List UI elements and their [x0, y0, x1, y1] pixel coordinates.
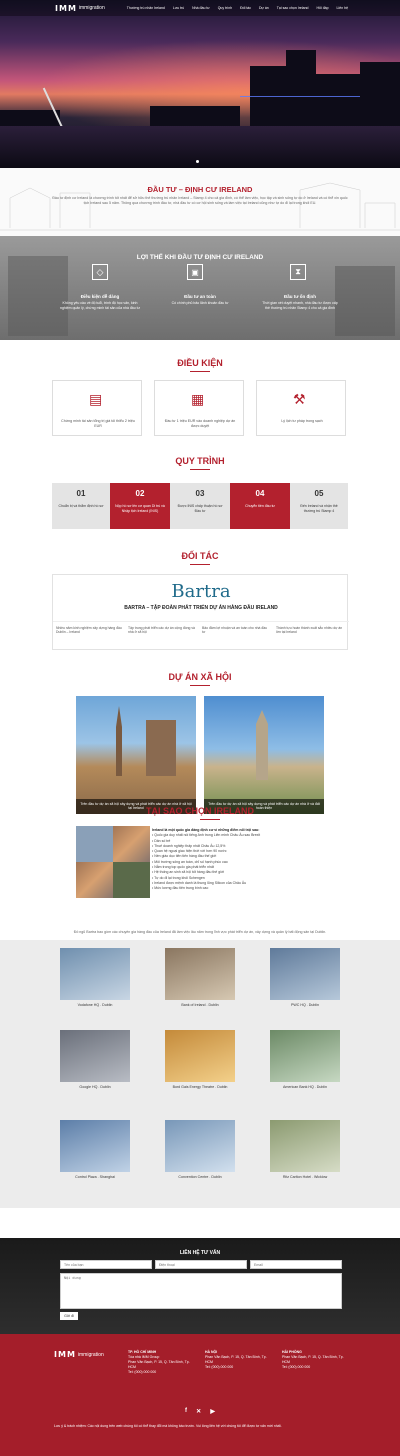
gavel-icon: ⚒	[293, 391, 306, 407]
gallery-intro: Đô ngũ Bartra bao gồm các chuyên gia hàng đầu của Ireland đã làm việc lâu năm trong lĩnh vực phát triển dự án, xây dựng và quản lý bất động sản tại Dublin.	[73, 930, 327, 934]
nav-links	[127, 6, 348, 10]
process-step	[52, 483, 110, 529]
benefit-text: Có chính phủ bảo lãnh khoản đầu tư	[171, 301, 229, 305]
nav-item[interactable]: Thường trú nhân Ireland	[126, 6, 165, 10]
partner-column: Bảo đảm lợi nhuận và an toàn cho nhà đầu tư	[202, 626, 267, 635]
ireland-collage	[76, 826, 150, 898]
condition-card	[256, 380, 346, 436]
title-underline	[190, 371, 210, 372]
gallery-image	[270, 948, 340, 1000]
gallery-caption: Bord Gais Energy Theatre . Dublin	[172, 1085, 228, 1089]
gallery-caption: Ritz Carlton Hotel . Wicklow	[282, 1175, 328, 1179]
project-caption: Trên đầu tư dự án xã hội xây dựng và phát triển các dự án nhà ở xã hội tại Ireland	[76, 799, 196, 814]
logo-text: immigration	[77, 1351, 104, 1358]
bartra-logo: Bartra	[171, 581, 231, 602]
process-step	[230, 483, 290, 529]
step-text: Chuyển tiền đầu tư	[245, 504, 275, 508]
nav-item[interactable]: Hỏi đáp	[316, 6, 329, 10]
gallery-image	[270, 1030, 340, 1082]
money-icon: ▤	[89, 391, 103, 407]
process-step	[170, 483, 230, 529]
step-number: 02	[135, 489, 145, 498]
office-line: Phan Văn Bạch, P. 15, Q. Tân Bình, Tp. HCM	[282, 1355, 344, 1364]
hero-banner	[0, 0, 400, 168]
partner-column: Thành tựu hoàn thành xuất sắc nhiều dự án lớn tại Ireland	[276, 626, 343, 635]
gallery-image	[60, 1030, 130, 1082]
gallery-item[interactable]	[165, 948, 235, 1007]
youtube-icon[interactable]: ▶	[210, 1409, 215, 1415]
gallery-item[interactable]	[165, 1030, 235, 1089]
nav-item[interactable]: Dự án	[259, 6, 269, 10]
gallery-caption: Control Plaza . Shanghai	[75, 1175, 115, 1179]
why-bullet: • Môi trường sống an toàn, chỉ số hạnh phúc cao	[152, 859, 228, 864]
office-title: TP. HỒ CHÍ MINH	[128, 1350, 157, 1354]
step-text: Chuẩn bị và thẩm định hồ sơ	[58, 504, 104, 508]
why-bullet: • Quốc gia duy nhất nói tiếng Anh trong Liên minh Châu Âu sau Brexit	[152, 833, 261, 838]
nav-item[interactable]: Liên hệ	[336, 6, 349, 10]
project-photo[interactable]	[204, 696, 324, 814]
why-bullet: • Quan hệ ngoại giao hiện thời với hơn 90 nước	[152, 849, 227, 854]
building-icon: ▦	[191, 391, 205, 407]
nav-item[interactable]: Đối tác	[240, 6, 251, 10]
benefit-title: Điều kiện dễ dàng	[80, 294, 120, 299]
title-underline	[200, 819, 220, 820]
process-step	[290, 483, 348, 529]
logo-text: immigration	[78, 5, 105, 11]
benefits-section	[0, 236, 400, 340]
logo-mark: IMM	[54, 1350, 76, 1359]
office-title: HẢI PHÒNG	[282, 1350, 302, 1354]
condition-text: Chứng minh tài sản tổng trị giá tối thiểu 2 triệu EUR	[61, 419, 135, 428]
office-line: Tel: (000) 000 000	[282, 1365, 311, 1369]
why-bullet: • Nền giáo dục tiên tiến hàng đầu thế giới	[152, 854, 217, 859]
safe-icon: ▣	[187, 264, 203, 280]
gallery-item[interactable]	[270, 948, 340, 1007]
office-line: Tel: (000) 000 000	[205, 1365, 234, 1369]
title-underline	[190, 685, 210, 686]
gallery-item[interactable]	[270, 1120, 340, 1179]
footer-office	[128, 1350, 190, 1375]
step-text: Đến Ireland và nhận thẻ thường trú Stamp 4	[300, 504, 338, 513]
footer-office	[205, 1350, 267, 1370]
email-input[interactable]	[250, 1260, 342, 1269]
step-number: 03	[195, 489, 205, 498]
why-bullet: • Thuế doanh nghiệp thấp nhất Châu Âu 12,5%	[152, 843, 226, 848]
gallery-caption: American Bank HQ . Dublin	[283, 1085, 327, 1089]
gallery-item[interactable]	[270, 1030, 340, 1089]
benefit-text: Không yêu cầu về độ tuổi, trình độ học vấn, kinh nghiệm quản lý, chứng minh tài sản của nhà đầu tư	[60, 301, 140, 310]
twitter-icon[interactable]: ✕	[196, 1409, 202, 1415]
projects-title: DỰ ÁN XÃ HỘI	[168, 672, 232, 682]
step-text: Nộp hồ sơ lên cơ quan Di trú và Nhập tịch Ireland (INIS)	[115, 504, 165, 513]
partner-heading: BARTRA – TẬP ĐOÀN PHÁT TRIỂN DỰ ÁN HÀNG ĐẦU IRELAND	[124, 605, 278, 611]
gallery-item[interactable]	[60, 1030, 130, 1089]
benefit-text: Thời gian xét duyệt nhanh, nhà đầu tư được cấp thẻ thường trú nhân Stamp 4 cho cả gia đình	[262, 301, 338, 310]
gallery-caption: Google HQ . Dublin	[79, 1085, 111, 1089]
partners-title: ĐỐI TÁC	[181, 551, 219, 561]
nav-item[interactable]: Tại sao chọn Ireland	[276, 6, 309, 10]
footer-disclaimer: Lưu ý & trách nhiệm: Các nội dung trên web chúng tôi có thể thay đổi mà không báo trước. Vui lòng liên hệ với chúng tôi để được tư vấn mới nhất.	[54, 1424, 282, 1428]
gallery-image	[165, 1120, 235, 1172]
hourglass-icon: ⧗	[290, 264, 306, 280]
benefit-item	[60, 294, 140, 310]
facebook-icon[interactable]: f	[185, 1408, 187, 1414]
condition-text: Đầu tư 1 triệu EUR vào doanh nghiệp dự án được duyệt	[164, 419, 236, 428]
gallery-item[interactable]	[60, 1120, 130, 1179]
why-bullet: • Mức lương đầu tiên trung bình cao	[152, 886, 209, 891]
office-line: Tel: (000) 000 000	[128, 1370, 157, 1374]
social-links	[185, 1408, 215, 1415]
why-lead: Ireland là một quốc gia đáng định cư vì những điểm nổi trội sau:	[152, 828, 260, 832]
why-bullet: • Dân số trẻ	[152, 838, 171, 843]
logo-mark: IMM	[55, 3, 77, 13]
step-number: 04	[255, 489, 265, 498]
gallery-caption: PWC HQ . Dublin	[291, 1003, 319, 1007]
benefit-title: Đầu tư an toàn	[184, 294, 216, 299]
office-line: Phan Văn Bạch, P. 15, Q. Tân Bình, Tp. HCM	[205, 1355, 267, 1364]
intro-section	[0, 168, 400, 236]
gallery-image	[165, 1030, 235, 1082]
step-number: 05	[314, 489, 324, 498]
why-list	[152, 828, 372, 892]
project-caption: Trên đầu tư dự án xã hội xây dựng và phát triển các dự án nhà ở và đất hoàn thiện	[204, 799, 324, 814]
benefit-title: Đầu tư ổn định	[283, 294, 316, 299]
footer-logo[interactable]	[54, 1350, 104, 1359]
footer-office	[282, 1350, 344, 1370]
partner-column: Tập trung phát triển các dự án cộng đồng và nhà ở xã hội	[128, 626, 195, 635]
process-step	[110, 483, 170, 529]
project-photo[interactable]	[76, 696, 196, 814]
carousel-dot[interactable]	[196, 160, 199, 163]
condition-text: Lý lịch tư pháp trong sạch	[281, 419, 323, 423]
nav-item[interactable]: Nhà đầu tư	[192, 6, 210, 10]
diamond-icon: ◇	[92, 264, 108, 280]
gallery-image	[60, 948, 130, 1000]
benefits-title: LỢI THẾ KHI ĐẦU TƯ ĐỊNH CƯ IRELAND	[136, 254, 264, 261]
conditions-title: ĐIỀU KIỆN	[177, 358, 223, 368]
office-title: HÀ NỘI	[205, 1350, 218, 1354]
gallery-image	[60, 1120, 130, 1172]
logo[interactable]	[55, 4, 105, 13]
why-title: TẠI SAO CHỌN IRELAND	[146, 806, 254, 816]
why-bullet: • Hệ thống an sinh xã hội tốt hàng đầu thế giới	[152, 870, 225, 875]
title-underline	[190, 469, 210, 470]
top-nav	[0, 0, 400, 16]
intro-text: Đầu tư định cư Ireland là chương trình tốt nhất để sở hữu thẻ thường trú nhân Ireland – Stamp 4 cho cả gia đình, có thể làm việc, học tập và sinh sống tự do ở Ireland và có thể xin quốc tịch Ireland sau 5 năm. Thông qua chương trình đầu tư, nhà đầu tư có cơ hội sinh sống và làm việc tại Ireland cũng như tự do đi lại trong khối EU.	[52, 196, 348, 205]
process-title: QUY TRÌNH	[175, 456, 225, 466]
name-input[interactable]	[60, 1260, 152, 1269]
gallery-caption: Convention Centre . Dublin	[178, 1175, 222, 1179]
gallery-image	[165, 948, 235, 1000]
why-bullet: • Nằm trong top quốc gia phát triển nhất	[152, 865, 214, 870]
nav-item[interactable]: Quy trình	[217, 6, 233, 10]
benefit-item	[260, 294, 340, 310]
gallery-caption: Vodafone HQ . Dublin	[77, 1003, 113, 1007]
partner-column: Nhiều năm kinh nghiệm xây dựng hàng đầu Dublin – Ireland	[56, 626, 122, 635]
office-line: Tòa nhà IMM Group	[128, 1355, 160, 1359]
gallery-item[interactable]	[165, 1120, 235, 1179]
condition-card	[52, 380, 142, 436]
why-bullet: • Ireland được mệnh danh là thung lũng Silicon của Châu Âu	[152, 880, 247, 885]
contact-title: LIÊN HỆ TƯ VẤN	[179, 1250, 221, 1256]
partner-card	[52, 574, 348, 650]
step-text: Được INIS chấp thuận hồ sơ Đầu tư	[177, 504, 223, 513]
gallery-caption: Bank of Ireland . Dublin	[181, 1003, 219, 1007]
benefit-item	[160, 294, 240, 306]
condition-card	[154, 380, 244, 436]
intro-title: ĐẦU TƯ – ĐỊNH CƯ IRELAND	[147, 185, 253, 194]
nav-item[interactable]: Lưu trú	[172, 6, 185, 10]
title-underline	[190, 564, 210, 565]
submit-button[interactable]: Gửi đi	[60, 1312, 78, 1320]
office-line: Phan Văn Bạch, P. 15, Q. Tân Bình, Tp. HCM	[128, 1360, 190, 1369]
step-number: 01	[76, 489, 86, 498]
why-bullet: • Tự do đi lại trong khối Schengen	[152, 875, 205, 880]
message-textarea[interactable]	[60, 1273, 342, 1309]
gallery-item[interactable]	[60, 948, 130, 1007]
phone-input[interactable]	[155, 1260, 247, 1269]
gallery-image	[270, 1120, 340, 1172]
